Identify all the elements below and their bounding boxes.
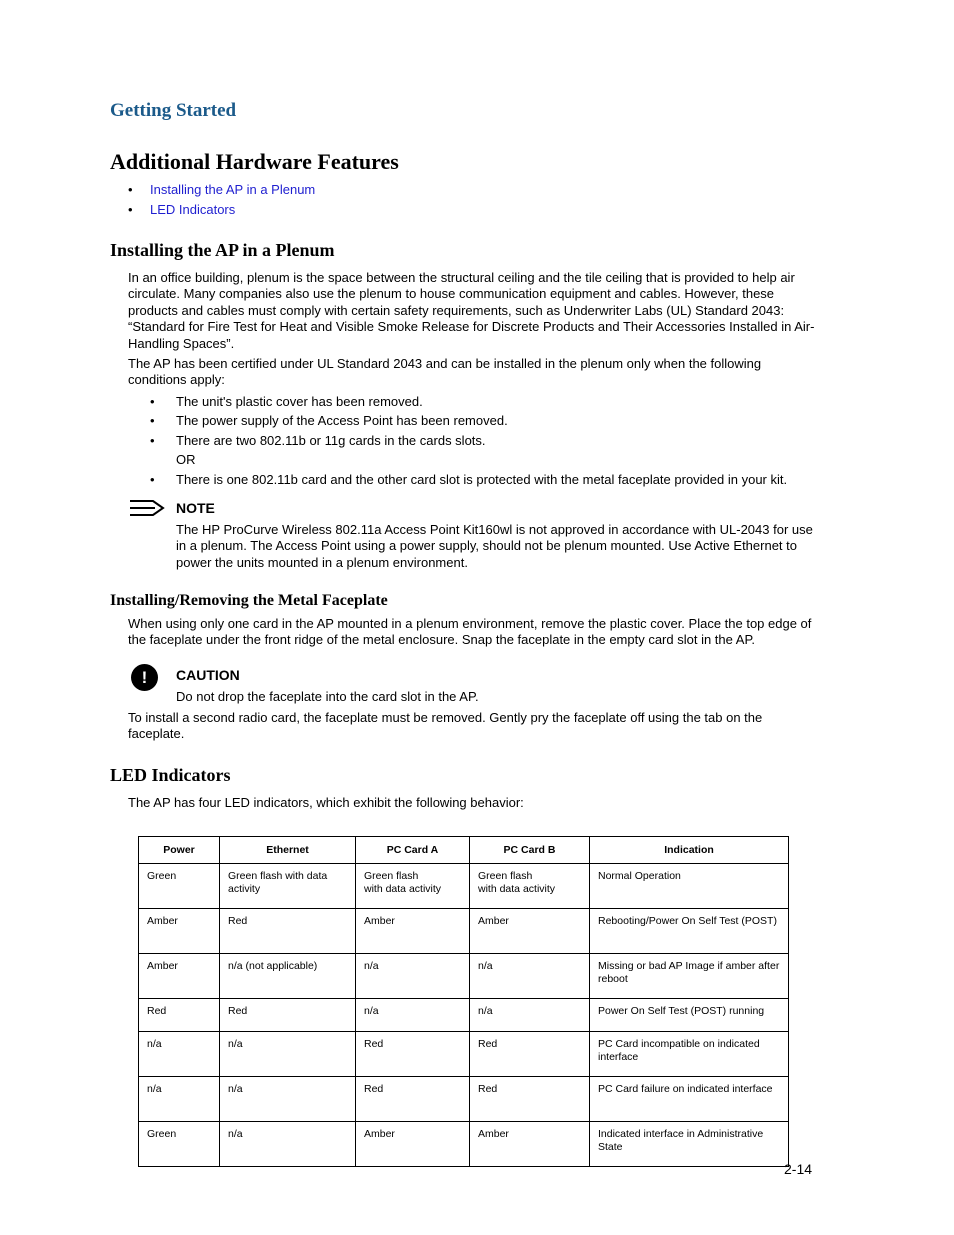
- section-heading-plenum: Installing the AP in a Plenum: [110, 240, 335, 260]
- cell-pc-card-b: n/a: [470, 999, 590, 1032]
- bullet: •: [128, 182, 133, 197]
- cell-pc-card-b: Amber: [470, 909, 590, 954]
- column-header-indication: Indication: [590, 837, 789, 864]
- cell-power: Amber: [139, 954, 220, 999]
- cell-indication: PC Card incompatible on indicated interface: [590, 1032, 789, 1077]
- note-text: The HP ProCurve Wireless 802.11a Access Point Kit160wl is not approved in accordance with UL-2043 for use in a plenum. The Access Point using a power supply, should not be plenum mounted. Use Active Ethernet to power the units mounted in a plenum environment.: [176, 522, 813, 570]
- cell-pc-card-a: n/a: [356, 999, 470, 1032]
- condition-item: • The unit's plastic cover has been removed.: [150, 394, 423, 409]
- cell-power: Green: [139, 1122, 220, 1167]
- or-text: OR: [176, 452, 196, 467]
- cell-pc-card-a: Amber: [356, 909, 470, 954]
- cell-ethernet: n/a: [220, 1122, 356, 1167]
- note-icon: [129, 499, 165, 517]
- cell-pc-card-a: Green flash with data activity: [356, 864, 470, 909]
- bullet: •: [128, 202, 133, 217]
- caution-text: Do not drop the faceplate into the card slot in the AP.: [176, 689, 479, 704]
- cell-pc-card-b: Amber: [470, 1122, 590, 1167]
- toc-item-plenum: [128, 182, 315, 197]
- cell-ethernet: n/a: [220, 1032, 356, 1077]
- page-number: 2-14: [784, 1161, 813, 1177]
- cell-indication: Missing or bad AP Image if amber after reboot: [590, 954, 789, 999]
- cell-pc-card-b: Red: [470, 1077, 590, 1122]
- cell-indication: Indicated interface in Administrative State: [590, 1122, 789, 1167]
- cell-pc-card-b: Red: [470, 1032, 590, 1077]
- chapter-title: Getting Started: [110, 100, 237, 121]
- section-heading-led: LED Indicators: [110, 765, 231, 785]
- table-row: [139, 1122, 789, 1167]
- table-row: [139, 864, 789, 909]
- plenum-paragraph-2: The AP has been certified under UL Standard 2043 and can be installed in the plenum only when the following conditions apply:: [128, 356, 762, 388]
- condition-text: The unit's plastic cover has been removed.: [176, 394, 423, 409]
- column-header-pc-card-a: PC Card A: [356, 837, 470, 864]
- condition-text: The power supply of the Access Point has been removed.: [176, 413, 508, 428]
- cell-ethernet: Red: [220, 999, 356, 1032]
- led-intro: The AP has four LED indicators, which exhibit the following behavior:: [128, 795, 524, 810]
- cell-indication: PC Card failure on indicated interface: [590, 1077, 789, 1122]
- cell-power: n/a: [139, 1077, 220, 1122]
- plenum-paragraph-1: In an office building, plenum is the space between the structural ceiling and the tile ceiling that is provided to help air circulate. Many companies also use the plenum to house communication equipment and cables. However, these products and cables must comply with certain safety requirements, such as Underwriter Labs (UL) Standard 2043: “Standard for Fire Test for Heat and Visible Smoke Release for Discrete Products and Their Accessories Installed in Air-Handling Spaces”.: [128, 270, 815, 351]
- caution-icon: !: [131, 664, 158, 691]
- table-row: [139, 954, 789, 999]
- cell-pc-card-a: Amber: [356, 1122, 470, 1167]
- note-label: NOTE: [176, 500, 215, 516]
- condition-item: • There are two 802.11b or 11g cards in the cards slots.: [150, 433, 486, 448]
- cell-power: Amber: [139, 909, 220, 954]
- faceplate-paragraph-1: When using only one card in the AP mounted in a plenum environment, remove the plastic cover. Place the top edge of the faceplate under the front ridge of the metal enclosure. Snap the faceplate in the empty card slot in the AP.: [128, 616, 812, 648]
- cell-ethernet: n/a: [220, 1077, 356, 1122]
- table-row: [139, 909, 789, 954]
- caution-label: CAUTION: [176, 667, 240, 683]
- cell-pc-card-a: Red: [356, 1032, 470, 1077]
- faceplate-paragraph-2: To install a second radio card, the faceplate must be removed. Gently pry the faceplate off using the tab on the faceplate.: [128, 710, 763, 742]
- table-row: [139, 999, 789, 1032]
- column-header-pc-card-b: PC Card B: [470, 837, 590, 864]
- cell-power: Green: [139, 864, 220, 909]
- led-table: [138, 836, 789, 1167]
- table-row: [139, 1032, 789, 1077]
- table-row: [139, 1077, 789, 1122]
- cell-ethernet: Red: [220, 909, 356, 954]
- cell-pc-card-a: Red: [356, 1077, 470, 1122]
- cell-pc-card-b: n/a: [470, 954, 590, 999]
- condition-text: There are two 802.11b or 11g cards in the cards slots.: [176, 433, 486, 448]
- condition-text: There is one 802.11b card and the other card slot is protected with the metal faceplate provided in your kit.: [176, 472, 788, 487]
- cell-power: n/a: [139, 1032, 220, 1077]
- cell-indication: Rebooting/Power On Self Test (POST): [590, 909, 789, 954]
- toc-link-plenum[interactable]: Installing the AP in a Plenum: [150, 182, 316, 197]
- toc-item-led: [128, 202, 235, 217]
- cell-ethernet: n/a (not applicable): [220, 954, 356, 999]
- cell-power: Red: [139, 999, 220, 1032]
- cell-ethernet: Green flash with data activity: [220, 864, 356, 909]
- section-heading-faceplate: Installing/Removing the Metal Faceplate: [110, 592, 388, 609]
- condition-item: • There is one 802.11b card and the other card slot is protected with the metal faceplate provided in your kit.: [150, 472, 788, 487]
- page-title: Additional Hardware Features: [110, 149, 399, 174]
- cell-indication: Normal Operation: [590, 864, 789, 909]
- column-header-power: Power: [139, 837, 220, 864]
- column-header-ethernet: Ethernet: [220, 837, 356, 864]
- toc-link-led[interactable]: LED Indicators: [150, 202, 236, 217]
- cell-pc-card-a: n/a: [356, 954, 470, 999]
- cell-indication: Power On Self Test (POST) running: [590, 999, 789, 1032]
- cell-pc-card-b: Green flash with data activity: [470, 864, 590, 909]
- condition-item: • The power supply of the Access Point has been removed.: [150, 413, 508, 428]
- table-header-row: [139, 837, 789, 864]
